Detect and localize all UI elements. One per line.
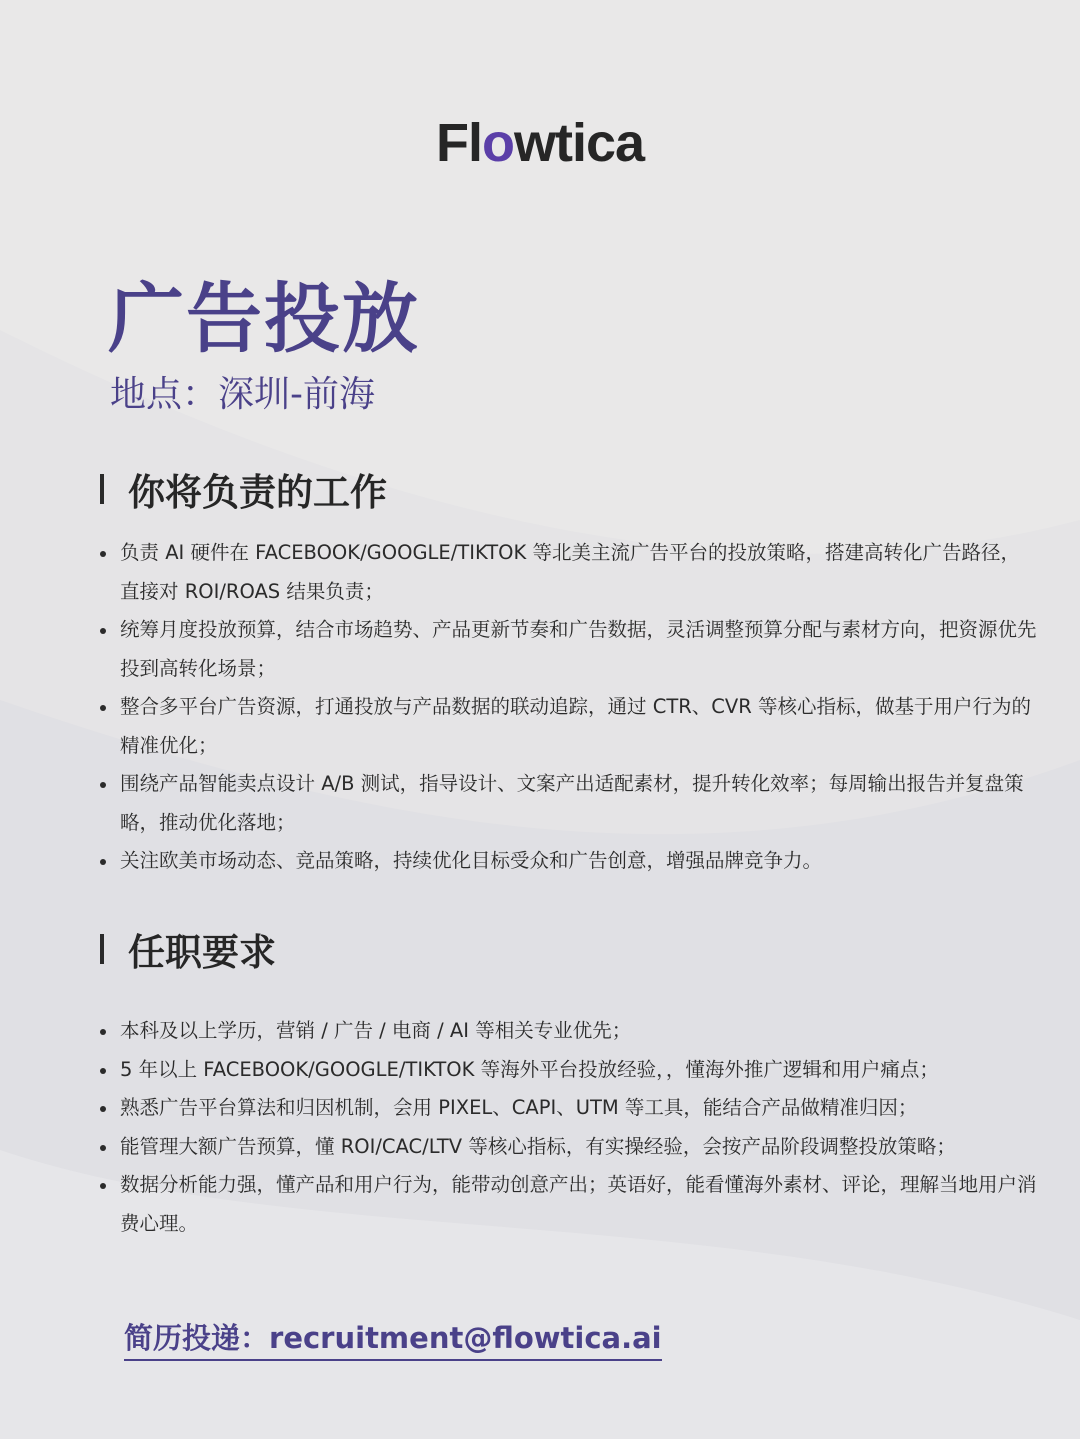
list-item: 熟悉广告平台算法和归因机制，会用 PIXEL、CAPI、UTM 等工具，能结合产品做精准归因； [98, 1089, 1038, 1128]
responsibilities-heading-text: 你将负责的工作 [128, 471, 387, 514]
resume-contact [124, 1316, 662, 1361]
logo-text-end: wtica [513, 113, 645, 173]
list-item: 统筹月度投放预算，结合市场趋势、产品更新节奏和广告数据，灵活调整预算分配与素材方向，把资源优先投到高转化场景； [98, 611, 1038, 688]
job-title: 广告投放 [108, 274, 420, 363]
requirements-heading [100, 922, 276, 976]
job-location: 地点：深圳-前海 [110, 374, 375, 415]
list-item: 围绕产品智能卖点设计 A/B 测试，指导设计、文案产出适配素材，提升转化效率；每周输出报告并复盘策略，推动优化落地； [98, 765, 1038, 842]
list-item: 关注欧美市场动态、竞品策略，持续优化目标受众和广告创意，增强品牌竞争力。 [98, 842, 1038, 881]
logo-text-start: Fl [435, 113, 482, 173]
logo-ring-letter: o [481, 113, 514, 173]
requirements-list [98, 1012, 1038, 1243]
list-item: 数据分析能力强，懂产品和用户行为，能带动创意产出；英语好，能看懂海外素材、评论，理解当地用户消费心理。 [98, 1166, 1038, 1243]
requirements-heading-text: 任职要求 [128, 931, 276, 974]
list-item: 整合多平台广告资源，打通投放与产品数据的联动追踪，通过 CTR、CVR 等核心指标，做基于用户行为的精准优化； [98, 688, 1038, 765]
responsibilities-list [98, 534, 1038, 881]
responsibilities-heading [100, 462, 387, 516]
contact-email-link[interactable]: recruitment@flowtica.ai [269, 1321, 662, 1355]
heading-bar-icon [100, 474, 104, 504]
contact-label: 简历投递： [124, 1321, 270, 1355]
list-item: 能管理大额广告预算，懂 ROI/CAC/LTV 等核心指标，有实操经验，会按产品阶段调整投放策略； [98, 1128, 1038, 1167]
flowtica-logo [0, 112, 1080, 174]
heading-bar-icon [100, 934, 104, 964]
list-item: 负责 AI 硬件在 FACEBOOK/GOOGLE/TIKTOK 等北美主流广告平台的投放策略，搭建高转化广告路径，直接对 ROI/ROAS 结果负责； [98, 534, 1038, 611]
list-item: 本科及以上学历，营销 / 广告 / 电商 / AI 等相关专业优先； [98, 1012, 1038, 1051]
list-item: 5 年以上 FACEBOOK/GOOGLE/TIKTOK 等海外平台投放经验，，懂海外推广逻辑和用户痛点； [98, 1051, 1038, 1090]
